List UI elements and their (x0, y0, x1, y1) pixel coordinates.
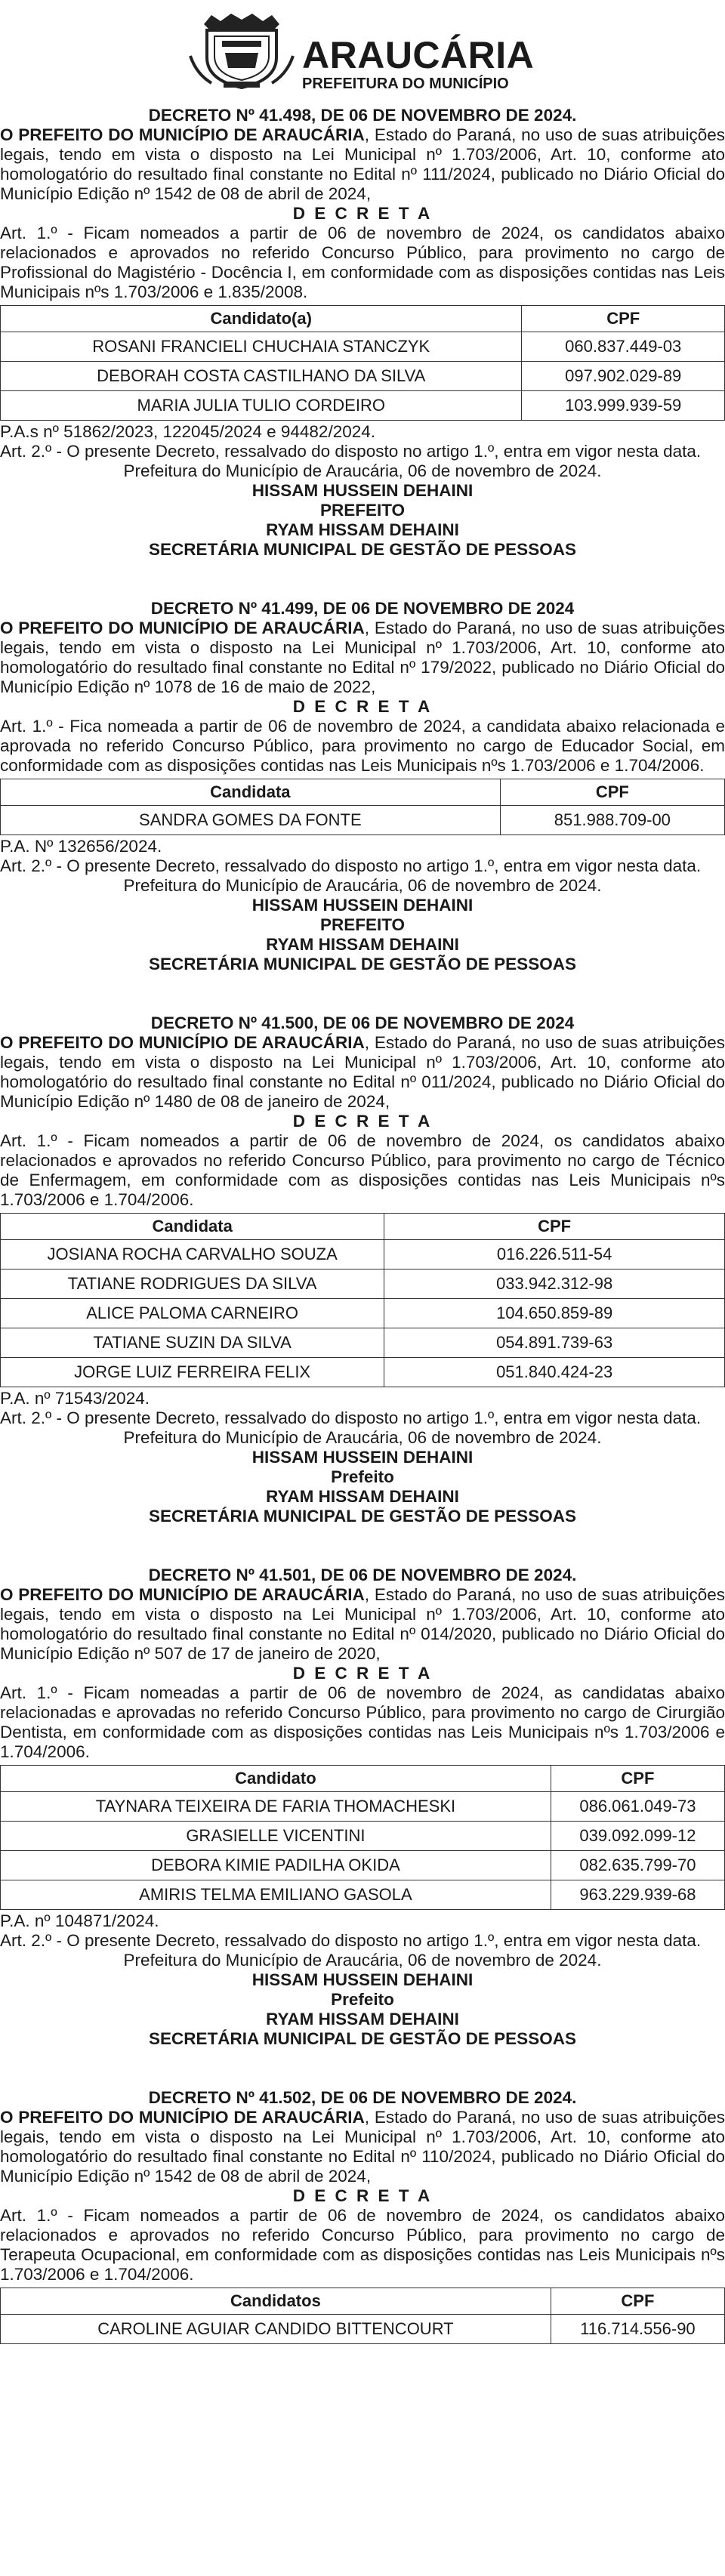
decreta-heading: D E C R E T A (292, 697, 433, 716)
candidate-cpf: 039.092.099-12 (551, 1822, 724, 1851)
decree-title: DECRETO Nº 41.500, DE 06 DE NOVEMBRO DE 2024 (150, 1013, 575, 1032)
column-header-cpf: CPF (500, 779, 724, 806)
signatory-role: SECRETÁRIA MUNICIPAL DE GESTÃO DE PESSOAS (149, 955, 576, 973)
process-number: P.A. nº 104871/2024. (0, 1911, 159, 1930)
candidates-table (0, 1765, 725, 1910)
table-row (1, 1851, 725, 1880)
candidate-name: ROSANI FRANCIELI CHUCHAIA STANCZYK (1, 332, 522, 362)
signatory-name: HISSAM HUSSEIN DEHAINI (251, 1448, 474, 1467)
column-header-cpf: CPF (551, 2288, 724, 2315)
place-date: Prefeitura do Município de Araucária, 06 de novembro de 2024. (123, 876, 602, 895)
article-2: Art. 2.º - O presente Decreto, ressalvado do disposto no artigo 1.º, entra em vigor nesta data. (0, 1931, 702, 1950)
table-header-row (1, 1766, 725, 1792)
signatory-role: PREFEITO (319, 501, 406, 520)
column-header-name: Candidata (1, 779, 501, 806)
decree-title: DECRETO Nº 41.502, DE 06 DE NOVEMBRO DE 2024. (148, 2088, 577, 2107)
decree-intro (0, 1033, 725, 1112)
candidate-name: CAROLINE AGUIAR CANDIDO BITTENCOURT (1, 2315, 551, 2344)
candidate-cpf: 104.650.859-89 (384, 1299, 725, 1328)
city-seal-icon (189, 11, 295, 89)
article-1: Art. 1.º - Ficam nomeados a partir de 06 de novembro de 2024, os candidatos abaixo relacionados e aprovados no referido Concurso Público, para provimento no cargo de Técnico de Enfermagem, em conformidade com as disposições contidas nas Leis Municipais nºs 1.703/2006 e 1.704/2006. (0, 1131, 725, 1209)
place-date: Prefeitura do Município de Araucária, 06 de novembro de 2024. (123, 1951, 602, 1970)
intro-text: , Estado do Paraná, no uso de suas atribuições legais, tendo em vista o disposto na Lei Municipal nº 1.703/2006, Art. 10, conforme ato homologatório do resultado final constante no Edital nº 110/2024, publicado no Diário Oficial do Município Edição nº 1542 de 08 de abril de 2024, (0, 2108, 725, 2186)
signatory-name: RYAM HISSAM DEHAINI (266, 935, 459, 954)
candidates-table (0, 779, 725, 835)
table-row (1, 1822, 725, 1851)
signatory-name: RYAM HISSAM DEHAINI (266, 520, 459, 539)
table-row (1, 1792, 725, 1822)
decree (0, 106, 725, 560)
candidate-name: TATIANE SUZIN DA SILVA (1, 1328, 384, 1358)
article-2: Art. 2.º - O presente Decreto, ressalvado do disposto no artigo 1.º, entra em vigor nesta data. (0, 856, 702, 875)
candidate-cpf: 103.999.939-59 (522, 391, 725, 421)
place-date: Prefeitura do Município de Araucária, 06 de novembro de 2024. (123, 1428, 602, 1447)
signatory-role: Prefeito (331, 1990, 394, 2009)
signatory-name: HISSAM HUSSEIN DEHAINI (251, 1970, 474, 1989)
intro-text: , Estado do Paraná, no uso de suas atribuições legais, tendo em vista o disposto na Lei Municipal nº 1.703/2006, Art. 10, conforme ato homologatório do resultado final constante no Edital nº 014/2020, publicado no Diário Oficial do Município Edição nº 507 de 17 de janeiro de 2020, (0, 1585, 725, 1663)
column-header-name: Candidato(a) (1, 306, 522, 332)
candidates-table (0, 305, 725, 421)
candidate-name: MARIA JULIA TULIO CORDEIRO (1, 391, 522, 421)
brand (302, 36, 534, 92)
signatory-name: RYAM HISSAM DEHAINI (266, 2010, 459, 2028)
decree-intro (0, 619, 725, 697)
candidate-name: TATIANE RODRIGUES DA SILVA (1, 1269, 384, 1299)
decreta-heading: D E C R E T A (292, 1664, 433, 1683)
table-row (1, 1880, 725, 1910)
candidates-table (0, 2288, 725, 2344)
candidate-name: DEBORAH COSTA CASTILHANO DA SILVA (1, 362, 522, 391)
process-number: P.A. nº 71543/2024. (0, 1389, 150, 1408)
table-row (1, 391, 725, 421)
signatory-name: HISSAM HUSSEIN DEHAINI (251, 481, 474, 500)
candidate-cpf: 033.942.312-98 (384, 1269, 725, 1299)
candidate-cpf: 851.988.709-00 (500, 806, 724, 835)
process-number: P.A.s nº 51862/2023, 122045/2024 e 94482/2024. (0, 422, 375, 441)
table-row (1, 1269, 725, 1299)
article-1: Art. 1.º - Fica nomeada a partir de 06 de novembro de 2024, a candidata abaixo relacionada e aprovada no referido Concurso Público, para provimento no cargo de Educador Social, em conformidade com as disposições contidas nas Leis Municipais nºs 1.703/2006 e 1.704/2006. (0, 717, 725, 775)
article-2: Art. 2.º - O presente Decreto, ressalvado do disposto no artigo 1.º, entra em vigor nesta data. (0, 1408, 702, 1427)
decree (0, 599, 725, 974)
table-header-row (1, 306, 725, 332)
intro-bold: O PREFEITO DO MUNICÍPIO DE ARAUCÁRIA (0, 1585, 365, 1604)
candidate-cpf: 054.891.739-63 (384, 1328, 725, 1358)
intro-text: , Estado do Paraná, no uso de suas atribuições legais, tendo em vista o disposto na Lei Municipal nº 1.703/2006, Art. 10, conforme ato homologatório do resultado final constante no Edital nº 111/2024, publicado no Diário Oficial do Município Edição nº 1542 de 08 de abril de 2024, (0, 125, 725, 203)
table-header-row (1, 1214, 725, 1240)
place-date: Prefeitura do Município de Araucária, 06 de novembro de 2024. (123, 461, 602, 480)
article-2: Art. 2.º - O presente Decreto, ressalvado do disposto no artigo 1.º, entra em vigor nesta data. (0, 442, 702, 461)
article-1: Art. 1.º - Ficam nomeados a partir de 06 de novembro de 2024, os candidatos abaixo relacionados e aprovados no referido Concurso Público, para provimento no cargo de Profissional do Magistério - Docência I, em conformidade com as disposições contidas nas Leis Municipais nºs 1.703/2006 e 1.835/2008. (0, 224, 725, 301)
decreta-heading: D E C R E T A (292, 2186, 433, 2205)
decree-intro (0, 1585, 725, 1664)
signatory-name: RYAM HISSAM DEHAINI (266, 1487, 459, 1506)
candidate-name: JOSIANA ROCHA CARVALHO SOUZA (1, 1240, 384, 1269)
column-header-cpf: CPF (551, 1766, 724, 1792)
candidate-name: AMIRIS TELMA EMILIANO GASOLA (1, 1880, 551, 1910)
candidate-name: JORGE LUIZ FERREIRA FELIX (1, 1358, 384, 1387)
article-1: Art. 1.º - Ficam nomeadas a partir de 06 de novembro de 2024, as candidatas abaixo relacionadas e aprovadas no referido Concurso Público, para provimento no cargo de Cirurgião Dentista, em conformidade com as disposições contidas nas Leis Municipais nºs 1.703/2006 e 1.704/2006. (0, 1683, 725, 1761)
candidate-name: SANDRA GOMES DA FONTE (1, 806, 501, 835)
table-row (1, 362, 725, 391)
column-header-cpf: CPF (522, 306, 725, 332)
intro-bold: O PREFEITO DO MUNICÍPIO DE ARAUCÁRIA (0, 125, 365, 144)
decree-title: DECRETO Nº 41.498, DE 06 DE NOVEMBRO DE 2024. (148, 106, 577, 125)
table-header-row (1, 2288, 725, 2315)
table-row (1, 806, 725, 835)
table-row (1, 1358, 725, 1387)
decree (0, 1566, 725, 2049)
signatory-role: Prefeito (331, 1467, 394, 1486)
candidate-cpf: 116.714.556-90 (551, 2315, 724, 2344)
candidate-name: TAYNARA TEIXEIRA DE FARIA THOMACHESKI (1, 1792, 551, 1822)
city-subtitle: PREFEITURA DO MUNICÍPIO (302, 76, 509, 92)
column-header-name: Candidatos (1, 2288, 551, 2315)
decree (0, 2088, 725, 2344)
table-row (1, 2315, 725, 2344)
candidate-cpf: 082.635.799-70 (551, 1851, 724, 1880)
column-header-name: Candidato (1, 1766, 551, 1792)
city-name: ARAUCÁRIA (302, 34, 535, 76)
candidate-name: GRASIELLE VICENTINI (1, 1822, 551, 1851)
decree-title: DECRETO Nº 41.501, DE 06 DE NOVEMBRO DE 2024. (148, 1566, 577, 1584)
decreta-heading: D E C R E T A (292, 1112, 433, 1131)
decrees-container (0, 106, 725, 2346)
intro-bold: O PREFEITO DO MUNICÍPIO DE ARAUCÁRIA (0, 619, 365, 637)
candidate-cpf: 086.061.049-73 (551, 1792, 724, 1822)
article-1: Art. 1.º - Ficam nomeados a partir de 06 de novembro de 2024, os candidatos abaixo relacionados e aprovados no referido Concurso Público, para provimento no cargo de Terapeuta Ocupacional, em conformidade com as disposições contidas nas Leis Municipais nºs 1.703/2006 e 1.704/2006. (0, 2206, 725, 2284)
candidate-cpf: 051.840.424-23 (384, 1358, 725, 1387)
column-header-name: Candidata (1, 1214, 384, 1240)
table-row (1, 1240, 725, 1269)
decree-intro (0, 125, 725, 204)
candidate-cpf: 097.902.029-89 (522, 362, 725, 391)
candidate-name: DEBORA KIMIE PADILHA OKIDA (1, 1851, 551, 1880)
signatory-role: SECRETÁRIA MUNICIPAL DE GESTÃO DE PESSOAS (149, 2029, 576, 2048)
intro-bold: O PREFEITO DO MUNICÍPIO DE ARAUCÁRIA (0, 1033, 365, 1052)
candidate-cpf: 963.229.939-68 (551, 1880, 724, 1910)
signatory-role: PREFEITO (319, 915, 406, 934)
candidate-cpf: 016.226.511-54 (384, 1240, 725, 1269)
signatory-role: SECRETÁRIA MUNICIPAL DE GESTÃO DE PESSOAS (149, 1507, 576, 1526)
table-row (1, 1299, 725, 1328)
table-header-row (1, 779, 725, 806)
signatory-name: HISSAM HUSSEIN DEHAINI (251, 896, 474, 915)
table-row (1, 1328, 725, 1358)
candidate-name: ALICE PALOMA CARNEIRO (1, 1299, 384, 1328)
intro-text: , Estado do Paraná, no uso de suas atribuições legais, tendo em vista o disposto na Lei Municipal nº 1.703/2006, Art. 10, conforme ato homologatório do resultado final constante no Edital nº 179/2022, publicado no Diário Oficial do Município Edição nº 1078 de 16 de maio de 2022, (0, 619, 725, 696)
candidates-table (0, 1213, 725, 1387)
table-row (1, 332, 725, 362)
header (0, 6, 725, 97)
signatory-role: SECRETÁRIA MUNICIPAL DE GESTÃO DE PESSOAS (149, 540, 576, 559)
intro-text: , Estado do Paraná, no uso de suas atribuições legais, tendo em vista o disposto na Lei Municipal nº 1.703/2006, Art. 10, conforme ato homologatório do resultado final constante no Edital nº 011/2024, publicado no Diário Oficial do Município Edição nº 1480 de 08 de janeiro de 2024, (0, 1033, 725, 1111)
candidate-cpf: 060.837.449-03 (522, 332, 725, 362)
decreta-heading: D E C R E T A (292, 204, 433, 223)
decree-title: DECRETO Nº 41.499, DE 06 DE NOVEMBRO DE 2024 (150, 599, 575, 618)
decree-intro (0, 2108, 725, 2186)
column-header-cpf: CPF (384, 1214, 725, 1240)
process-number: P.A. Nº 132656/2024. (0, 837, 162, 856)
decree (0, 1013, 725, 1526)
intro-bold: O PREFEITO DO MUNICÍPIO DE ARAUCÁRIA (0, 2108, 365, 2127)
